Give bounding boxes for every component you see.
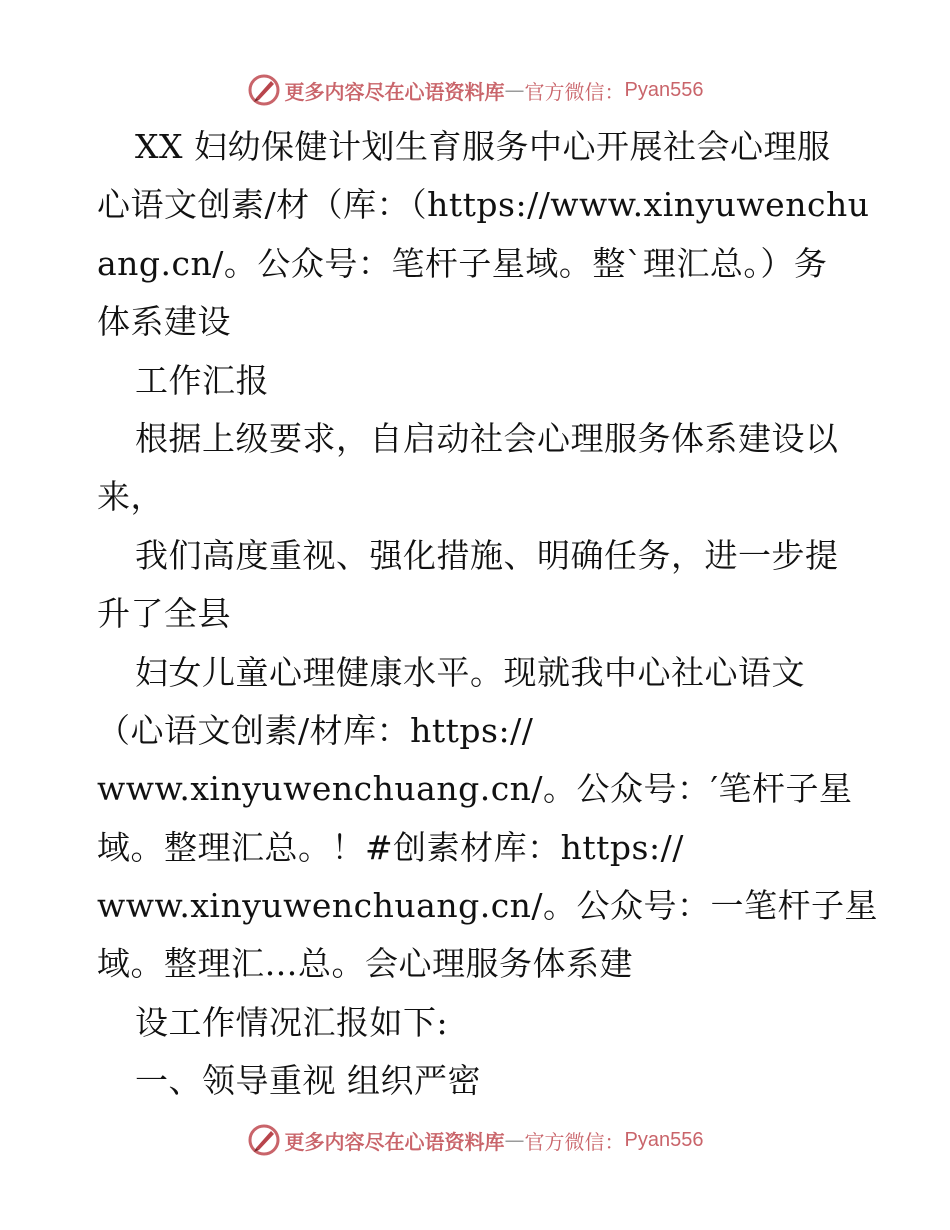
text-line: 升了全县	[97, 594, 231, 634]
quill-pen-emblem-icon	[247, 1123, 281, 1157]
banner-separator: —	[504, 1128, 525, 1152]
text-line: 根据上级要求，自启动社会心理服务体系建设以	[135, 418, 839, 458]
text-line: 域。整理汇总。！#创素材库：https://	[97, 827, 684, 867]
text-line: www.xinyuwenchuang.cn/。公众号：′笔杆子星	[97, 769, 853, 809]
text-line: 设工作情况汇报如下:	[135, 1002, 449, 1042]
banner-contact-label: 官方微信：	[524, 79, 625, 104]
banner-contact-label: 官方微信：	[524, 1129, 625, 1154]
footer-banner	[0, 1120, 950, 1160]
document-body	[97, 118, 879, 1111]
banner-contact-id: Pyan556	[624, 1128, 704, 1151]
text-line: 我们高度重视、强化措施、明确任务，进一步提	[135, 535, 839, 575]
text-line: 妇女儿童心理健康水平。现就我中心社心语文	[135, 652, 805, 692]
banner-contact-id: Pyan556	[624, 78, 704, 101]
text-line: www.xinyuwenchuang.cn/。公众号：一笔杆子星	[97, 886, 879, 926]
banner-slogan: 更多内容尽在心语资料库	[284, 79, 505, 104]
text-line: 来，	[97, 477, 164, 517]
text-line: XX 妇幼保健计划生育服务中心开展社会心理服	[135, 127, 831, 166]
text-line: 域。整理汇…总。会心理服务体系建	[97, 944, 633, 984]
text-line: 体系建设	[97, 302, 231, 342]
text-line: 心语文创素/材（库：（https://www.xinyuwenchu	[97, 185, 870, 225]
section-heading: 工作汇报	[135, 360, 269, 400]
banner-separator: —	[504, 78, 525, 102]
section-heading: 一、领导重视 组织严密	[135, 1061, 481, 1101]
banner-slogan: 更多内容尽在心语资料库	[284, 1129, 505, 1154]
text-line: （心语文创素/材库：https://	[97, 710, 534, 750]
quill-pen-emblem-icon	[247, 73, 281, 107]
text-line: ang.cn/。公众号：笔杆子星域。整`理汇总。）务	[97, 243, 828, 283]
header-banner	[0, 70, 950, 110]
